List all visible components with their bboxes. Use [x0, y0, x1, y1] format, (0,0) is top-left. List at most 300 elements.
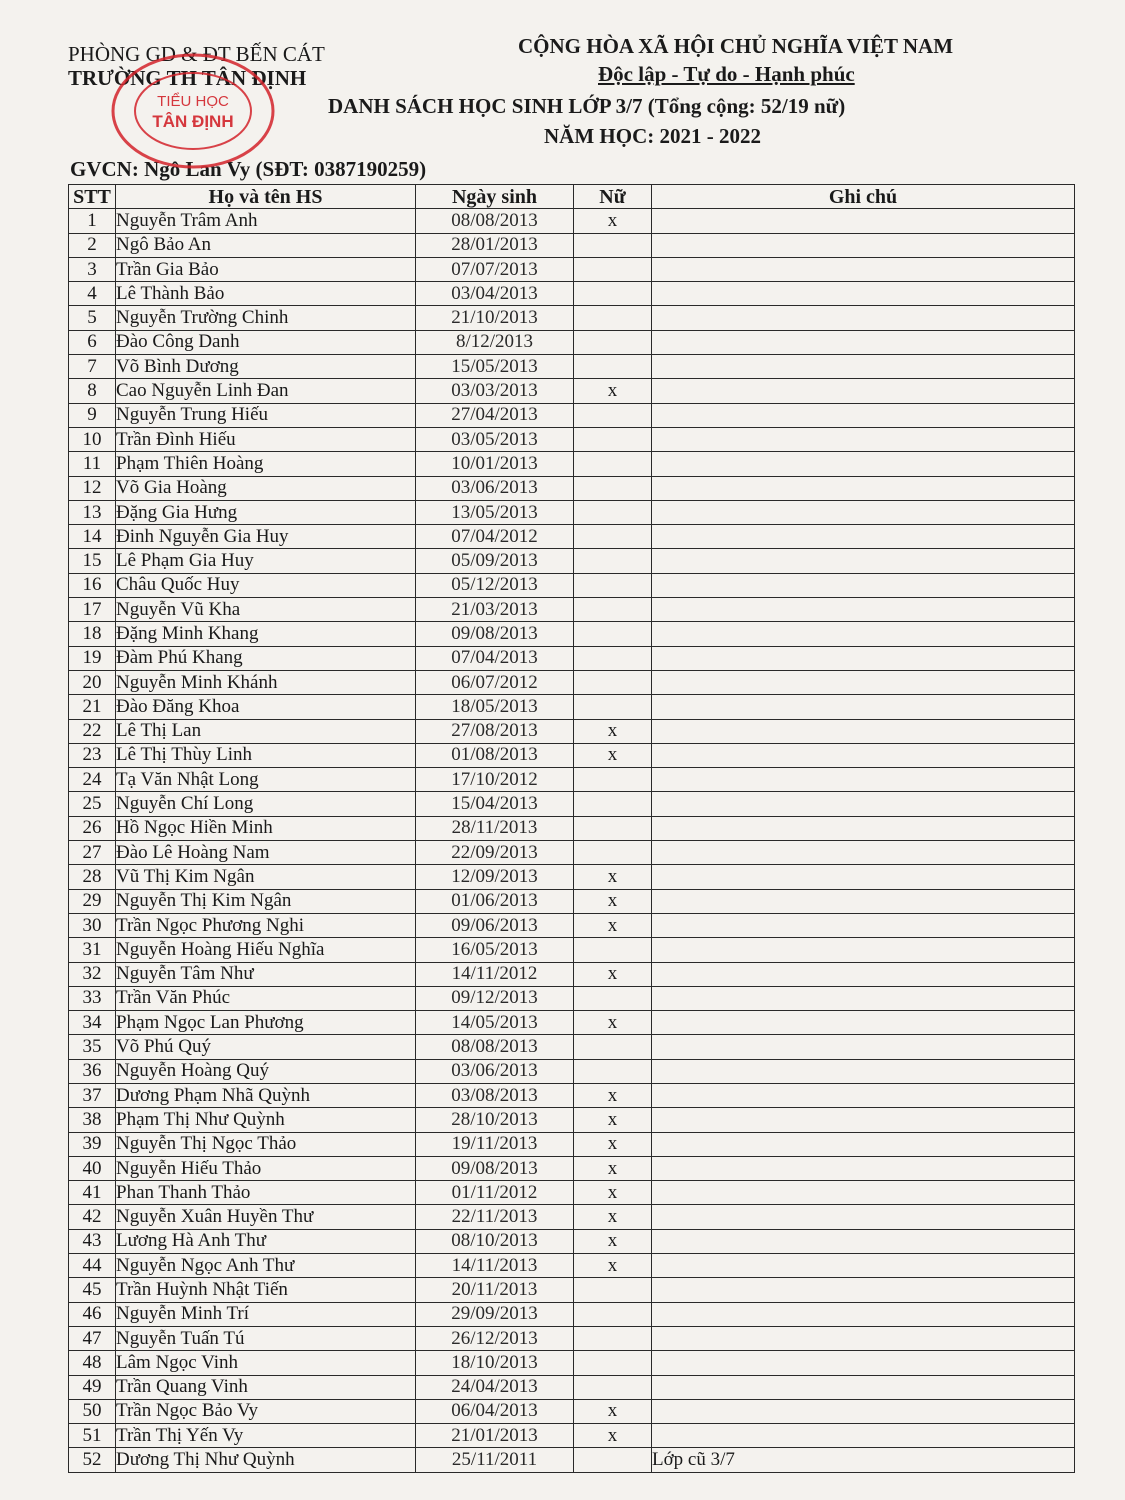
cell-student-name: Đào Công Danh	[116, 330, 416, 354]
cell-stt: 36	[69, 1059, 116, 1083]
cell-stt: 19	[69, 646, 116, 670]
cell-stt: 48	[69, 1351, 116, 1375]
cell-student-name: Lương Hà Anh Thư	[116, 1229, 416, 1253]
cell-birth-date: 22/09/2013	[416, 841, 574, 865]
cell-note	[652, 743, 1075, 767]
cell-stt: 44	[69, 1254, 116, 1278]
cell-birth-date: 25/11/2011	[416, 1448, 574, 1472]
table-row	[69, 622, 1075, 646]
cell-birth-date: 07/07/2013	[416, 257, 574, 281]
table-row	[69, 355, 1075, 379]
table-row	[69, 1181, 1075, 1205]
cell-female-mark: x	[574, 865, 652, 889]
cell-note	[652, 1011, 1075, 1035]
cell-student-name: Nguyễn Tuấn Tú	[116, 1326, 416, 1350]
cell-birth-date: 08/08/2013	[416, 209, 574, 233]
cell-student-name: Lâm Ngọc Vinh	[116, 1351, 416, 1375]
cell-birth-date: 18/05/2013	[416, 695, 574, 719]
cell-note	[652, 768, 1075, 792]
cell-note	[652, 938, 1075, 962]
cell-note	[652, 427, 1075, 451]
cell-female-mark: x	[574, 719, 652, 743]
cell-birth-date: 05/09/2013	[416, 549, 574, 573]
cell-birth-date: 03/04/2013	[416, 282, 574, 306]
cell-note	[652, 986, 1075, 1010]
cell-birth-date: 16/05/2013	[416, 938, 574, 962]
cell-student-name: Nguyễn Minh Trí	[116, 1302, 416, 1326]
cell-note	[652, 1424, 1075, 1448]
table-row	[69, 209, 1075, 233]
cell-note	[652, 1035, 1075, 1059]
cell-note	[652, 1254, 1075, 1278]
cell-stt: 51	[69, 1424, 116, 1448]
cell-note	[652, 1375, 1075, 1399]
cell-birth-date: 21/03/2013	[416, 598, 574, 622]
cell-stt: 49	[69, 1375, 116, 1399]
cell-note	[652, 500, 1075, 524]
cell-note	[652, 1229, 1075, 1253]
cell-female-mark: x	[574, 962, 652, 986]
table-row	[69, 573, 1075, 597]
table-row	[69, 913, 1075, 937]
table-row	[69, 1375, 1075, 1399]
cell-student-name: Đặng Gia Hưng	[116, 500, 416, 524]
cell-student-name: Lê Thị Thùy Linh	[116, 743, 416, 767]
cell-stt: 45	[69, 1278, 116, 1302]
cell-female-mark	[574, 1326, 652, 1350]
cell-note	[652, 525, 1075, 549]
cell-note	[652, 670, 1075, 694]
cell-birth-date: 29/09/2013	[416, 1302, 574, 1326]
table-row	[69, 865, 1075, 889]
cell-birth-date: 09/08/2013	[416, 622, 574, 646]
cell-note	[652, 1399, 1075, 1423]
cell-stt: 37	[69, 1083, 116, 1107]
table-row	[69, 233, 1075, 257]
cell-stt: 43	[69, 1229, 116, 1253]
cell-student-name: Ngô Bảo An	[116, 233, 416, 257]
cell-birth-date: 01/06/2013	[416, 889, 574, 913]
cell-birth-date: 28/11/2013	[416, 816, 574, 840]
cell-stt: 24	[69, 768, 116, 792]
table-row	[69, 525, 1075, 549]
table-row	[69, 1448, 1075, 1472]
cell-student-name: Lê Thành Bảo	[116, 282, 416, 306]
cell-stt: 1	[69, 209, 116, 233]
cell-student-name: Cao Nguyễn Linh Đan	[116, 379, 416, 403]
page-title: DANH SÁCH HỌC SINH LỚP 3/7 (Tổng cộng: 52/19 nữ)	[328, 94, 846, 118]
cell-student-name: Nguyễn Chí Long	[116, 792, 416, 816]
cell-note: Lớp cũ 3/7	[652, 1448, 1075, 1472]
cell-note	[652, 962, 1075, 986]
table-row	[69, 1205, 1075, 1229]
cell-birth-date: 03/06/2013	[416, 476, 574, 500]
cell-student-name: Đặng Minh Khang	[116, 622, 416, 646]
cell-birth-date: 05/12/2013	[416, 573, 574, 597]
cell-stt: 3	[69, 257, 116, 281]
cell-stt: 12	[69, 476, 116, 500]
table-row	[69, 841, 1075, 865]
cell-stt: 22	[69, 719, 116, 743]
cell-female-mark	[574, 1059, 652, 1083]
table-row	[69, 1254, 1075, 1278]
cell-note	[652, 573, 1075, 597]
cell-female-mark	[574, 355, 652, 379]
cell-stt: 25	[69, 792, 116, 816]
cell-note	[652, 233, 1075, 257]
table-row	[69, 962, 1075, 986]
cell-birth-date: 13/05/2013	[416, 500, 574, 524]
cell-stt: 17	[69, 598, 116, 622]
cell-stt: 4	[69, 282, 116, 306]
table-row	[69, 816, 1075, 840]
cell-student-name: Phạm Ngọc Lan Phương	[116, 1011, 416, 1035]
cell-note	[652, 1205, 1075, 1229]
table-row	[69, 403, 1075, 427]
cell-female-mark: x	[574, 1132, 652, 1156]
cell-birth-date: 03/06/2013	[416, 1059, 574, 1083]
stamp-line-1: TIỂU HỌC	[157, 93, 229, 110]
cell-note	[652, 452, 1075, 476]
cell-stt: 39	[69, 1132, 116, 1156]
table-row	[69, 646, 1075, 670]
school-year: NĂM HỌC: 2021 - 2022	[544, 124, 761, 148]
cell-birth-date: 8/12/2013	[416, 330, 574, 354]
cell-student-name: Nguyễn Xuân Huyền Thư	[116, 1205, 416, 1229]
cell-female-mark	[574, 816, 652, 840]
table-row	[69, 452, 1075, 476]
cell-stt: 14	[69, 525, 116, 549]
cell-female-mark	[574, 1375, 652, 1399]
cell-birth-date: 08/08/2013	[416, 1035, 574, 1059]
cell-note	[652, 476, 1075, 500]
table-row	[69, 1011, 1075, 1035]
cell-stt: 29	[69, 889, 116, 913]
cell-note	[652, 209, 1075, 233]
cell-birth-date: 10/01/2013	[416, 452, 574, 476]
cell-female-mark	[574, 233, 652, 257]
cell-female-mark: x	[574, 1083, 652, 1107]
cell-birth-date: 21/10/2013	[416, 306, 574, 330]
cell-student-name: Nguyễn Hoàng Hiếu Nghĩa	[116, 938, 416, 962]
cell-stt: 33	[69, 986, 116, 1010]
cell-student-name: Phạm Thị Như Quỳnh	[116, 1108, 416, 1132]
cell-female-mark	[574, 573, 652, 597]
cell-note	[652, 403, 1075, 427]
cell-birth-date: 07/04/2012	[416, 525, 574, 549]
cell-female-mark	[574, 1448, 652, 1472]
homeroom-teacher: GVCN: Ngô Lan Vy (SĐT: 0387190259)	[70, 157, 427, 181]
table-row	[69, 1399, 1075, 1423]
table-row	[69, 1351, 1075, 1375]
cell-female-mark: x	[574, 1229, 652, 1253]
cell-birth-date: 07/04/2013	[416, 646, 574, 670]
cell-stt: 28	[69, 865, 116, 889]
cell-birth-date: 03/03/2013	[416, 379, 574, 403]
cell-female-mark	[574, 841, 652, 865]
cell-female-mark: x	[574, 1424, 652, 1448]
cell-female-mark	[574, 768, 652, 792]
cell-stt: 31	[69, 938, 116, 962]
cell-female-mark: x	[574, 1156, 652, 1180]
cell-birth-date: 27/08/2013	[416, 719, 574, 743]
cell-note	[652, 1278, 1075, 1302]
cell-birth-date: 17/10/2012	[416, 768, 574, 792]
cell-note	[652, 1326, 1075, 1350]
cell-note	[652, 1108, 1075, 1132]
cell-student-name: Nguyễn Vũ Kha	[116, 598, 416, 622]
table-row	[69, 1278, 1075, 1302]
cell-birth-date: 03/08/2013	[416, 1083, 574, 1107]
cell-female-mark	[574, 938, 652, 962]
cell-birth-date: 14/11/2012	[416, 962, 574, 986]
cell-female-mark: x	[574, 1254, 652, 1278]
cell-female-mark: x	[574, 1205, 652, 1229]
table-row	[69, 476, 1075, 500]
cell-student-name: Trần Thị Yến Vy	[116, 1424, 416, 1448]
cell-stt: 26	[69, 816, 116, 840]
cell-female-mark	[574, 282, 652, 306]
cell-note	[652, 622, 1075, 646]
cell-birth-date: 28/10/2013	[416, 1108, 574, 1132]
cell-stt: 21	[69, 695, 116, 719]
cell-female-mark: x	[574, 743, 652, 767]
cell-female-mark: x	[574, 379, 652, 403]
table-row	[69, 1108, 1075, 1132]
cell-stt: 50	[69, 1399, 116, 1423]
cell-student-name: Nguyễn Trâm Anh	[116, 209, 416, 233]
table-row	[69, 1326, 1075, 1350]
cell-student-name: Lê Thị Lan	[116, 719, 416, 743]
cell-female-mark	[574, 500, 652, 524]
cell-stt: 40	[69, 1156, 116, 1180]
column-header-dob: Ngày sinh	[416, 185, 574, 209]
cell-note	[652, 841, 1075, 865]
cell-student-name: Đào Lê Hoàng Nam	[116, 841, 416, 865]
table-row	[69, 306, 1075, 330]
school-stamp-icon	[110, 52, 276, 170]
cell-note	[652, 1059, 1075, 1083]
table-row	[69, 670, 1075, 694]
cell-stt: 11	[69, 452, 116, 476]
cell-student-name: Trần Quang Vinh	[116, 1375, 416, 1399]
department-name: PHÒNG GD & ĐT BẾN CÁT	[68, 42, 325, 66]
cell-birth-date: 06/07/2012	[416, 670, 574, 694]
cell-student-name: Đàm Phú Khang	[116, 646, 416, 670]
national-motto: Độc lập - Tự do - Hạnh phúc	[598, 62, 855, 86]
cell-note	[652, 1132, 1075, 1156]
cell-note	[652, 719, 1075, 743]
cell-female-mark	[574, 257, 652, 281]
cell-student-name: Vũ Thị Kim Ngân	[116, 865, 416, 889]
student-table	[68, 184, 1075, 1473]
cell-stt: 32	[69, 962, 116, 986]
cell-stt: 16	[69, 573, 116, 597]
cell-birth-date: 08/10/2013	[416, 1229, 574, 1253]
cell-stt: 34	[69, 1011, 116, 1035]
cell-note	[652, 1351, 1075, 1375]
cell-female-mark	[574, 452, 652, 476]
cell-birth-date: 12/09/2013	[416, 865, 574, 889]
table-row	[69, 743, 1075, 767]
cell-birth-date: 03/05/2013	[416, 427, 574, 451]
cell-note	[652, 646, 1075, 670]
cell-stt: 46	[69, 1302, 116, 1326]
cell-female-mark	[574, 622, 652, 646]
cell-student-name: Trần Đình Hiếu	[116, 427, 416, 451]
table-row	[69, 500, 1075, 524]
cell-female-mark	[574, 403, 652, 427]
cell-student-name: Trần Ngọc Bảo Vy	[116, 1399, 416, 1423]
cell-birth-date: 14/11/2013	[416, 1254, 574, 1278]
cell-stt: 9	[69, 403, 116, 427]
table-row	[69, 598, 1075, 622]
cell-student-name: Trần Ngọc Phương Nghi	[116, 913, 416, 937]
cell-note	[652, 913, 1075, 937]
table-row	[69, 1156, 1075, 1180]
cell-birth-date: 18/10/2013	[416, 1351, 574, 1375]
cell-birth-date: 28/01/2013	[416, 233, 574, 257]
cell-note	[652, 257, 1075, 281]
cell-student-name: Dương Thị Như Quỳnh	[116, 1448, 416, 1472]
cell-student-name: Tạ Văn Nhật Long	[116, 768, 416, 792]
cell-student-name: Nguyễn Trường Chinh	[116, 306, 416, 330]
cell-student-name: Nguyễn Thị Ngọc Thảo	[116, 1132, 416, 1156]
cell-student-name: Nguyễn Trung Hiếu	[116, 403, 416, 427]
cell-stt: 6	[69, 330, 116, 354]
cell-student-name: Trần Gia Bảo	[116, 257, 416, 281]
table-row	[69, 549, 1075, 573]
cell-birth-date: 01/11/2012	[416, 1181, 574, 1205]
cell-female-mark	[574, 427, 652, 451]
cell-female-mark	[574, 670, 652, 694]
cell-student-name: Đào Đăng Khoa	[116, 695, 416, 719]
cell-student-name: Hồ Ngọc Hiền Minh	[116, 816, 416, 840]
cell-note	[652, 282, 1075, 306]
cell-student-name: Nguyễn Hiếu Thảo	[116, 1156, 416, 1180]
cell-birth-date: 24/04/2013	[416, 1375, 574, 1399]
cell-birth-date: 26/12/2013	[416, 1326, 574, 1350]
cell-stt: 27	[69, 841, 116, 865]
cell-student-name: Võ Gia Hoàng	[116, 476, 416, 500]
table-row	[69, 330, 1075, 354]
table-row	[69, 792, 1075, 816]
cell-birth-date: 15/04/2013	[416, 792, 574, 816]
table-row	[69, 1132, 1075, 1156]
cell-note	[652, 1181, 1075, 1205]
cell-stt: 10	[69, 427, 116, 451]
cell-birth-date: 19/11/2013	[416, 1132, 574, 1156]
table-row	[69, 427, 1075, 451]
table-row	[69, 1229, 1075, 1253]
cell-stt: 7	[69, 355, 116, 379]
column-header-note: Ghi chú	[652, 185, 1075, 209]
cell-female-mark	[574, 646, 652, 670]
cell-birth-date: 14/05/2013	[416, 1011, 574, 1035]
cell-stt: 2	[69, 233, 116, 257]
cell-note	[652, 330, 1075, 354]
cell-stt: 38	[69, 1108, 116, 1132]
cell-stt: 52	[69, 1448, 116, 1472]
cell-student-name: Lê Phạm Gia Huy	[116, 549, 416, 573]
cell-birth-date: 27/04/2013	[416, 403, 574, 427]
cell-stt: 5	[69, 306, 116, 330]
cell-female-mark	[574, 1035, 652, 1059]
cell-note	[652, 1156, 1075, 1180]
table-row	[69, 379, 1075, 403]
cell-note	[652, 1083, 1075, 1107]
cell-student-name: Trần Huỳnh Nhật Tiến	[116, 1278, 416, 1302]
table-row	[69, 1059, 1075, 1083]
cell-note	[652, 549, 1075, 573]
cell-note	[652, 889, 1075, 913]
column-header-name: Họ và tên HS	[116, 185, 416, 209]
school-name: TRƯỜNG TH TÂN ĐỊNH	[68, 66, 307, 90]
cell-female-mark	[574, 549, 652, 573]
cell-birth-date: 09/06/2013	[416, 913, 574, 937]
cell-female-mark	[574, 792, 652, 816]
column-header-female: Nữ	[574, 185, 652, 209]
table-row	[69, 282, 1075, 306]
table-row	[69, 719, 1075, 743]
cell-stt: 15	[69, 549, 116, 573]
cell-stt: 47	[69, 1326, 116, 1350]
cell-stt: 41	[69, 1181, 116, 1205]
cell-note	[652, 379, 1075, 403]
cell-stt: 8	[69, 379, 116, 403]
cell-student-name: Trần Văn Phúc	[116, 986, 416, 1010]
cell-student-name: Võ Bình Dương	[116, 355, 416, 379]
cell-female-mark	[574, 525, 652, 549]
cell-birth-date: 21/01/2013	[416, 1424, 574, 1448]
cell-stt: 20	[69, 670, 116, 694]
cell-birth-date: 15/05/2013	[416, 355, 574, 379]
cell-female-mark	[574, 306, 652, 330]
stamp-line-2: TÂN ĐỊNH	[152, 112, 234, 131]
cell-female-mark: x	[574, 1011, 652, 1035]
cell-stt: 30	[69, 913, 116, 937]
cell-female-mark: x	[574, 889, 652, 913]
cell-note	[652, 598, 1075, 622]
cell-student-name: Châu Quốc Huy	[116, 573, 416, 597]
country-heading: CỘNG HÒA XÃ HỘI CHỦ NGHĨA VIỆT NAM	[518, 34, 954, 58]
cell-student-name: Nguyễn Ngọc Anh Thư	[116, 1254, 416, 1278]
cell-stt: 35	[69, 1035, 116, 1059]
cell-birth-date: 09/12/2013	[416, 986, 574, 1010]
cell-stt: 18	[69, 622, 116, 646]
table-row	[69, 768, 1075, 792]
cell-student-name: Võ Phú Quý	[116, 1035, 416, 1059]
cell-note	[652, 792, 1075, 816]
cell-female-mark	[574, 598, 652, 622]
table-row	[69, 938, 1075, 962]
cell-note	[652, 695, 1075, 719]
cell-student-name: Nguyễn Minh Khánh	[116, 670, 416, 694]
table-row	[69, 1035, 1075, 1059]
table-row	[69, 889, 1075, 913]
cell-birth-date: 01/08/2013	[416, 743, 574, 767]
cell-female-mark: x	[574, 1108, 652, 1132]
cell-student-name: Dương Phạm Nhã Quỳnh	[116, 1083, 416, 1107]
table-row	[69, 695, 1075, 719]
cell-female-mark	[574, 986, 652, 1010]
cell-note	[652, 1302, 1075, 1326]
cell-female-mark: x	[574, 913, 652, 937]
cell-student-name: Phạm Thiên Hoàng	[116, 452, 416, 476]
cell-female-mark	[574, 695, 652, 719]
table-row	[69, 257, 1075, 281]
cell-female-mark: x	[574, 1181, 652, 1205]
